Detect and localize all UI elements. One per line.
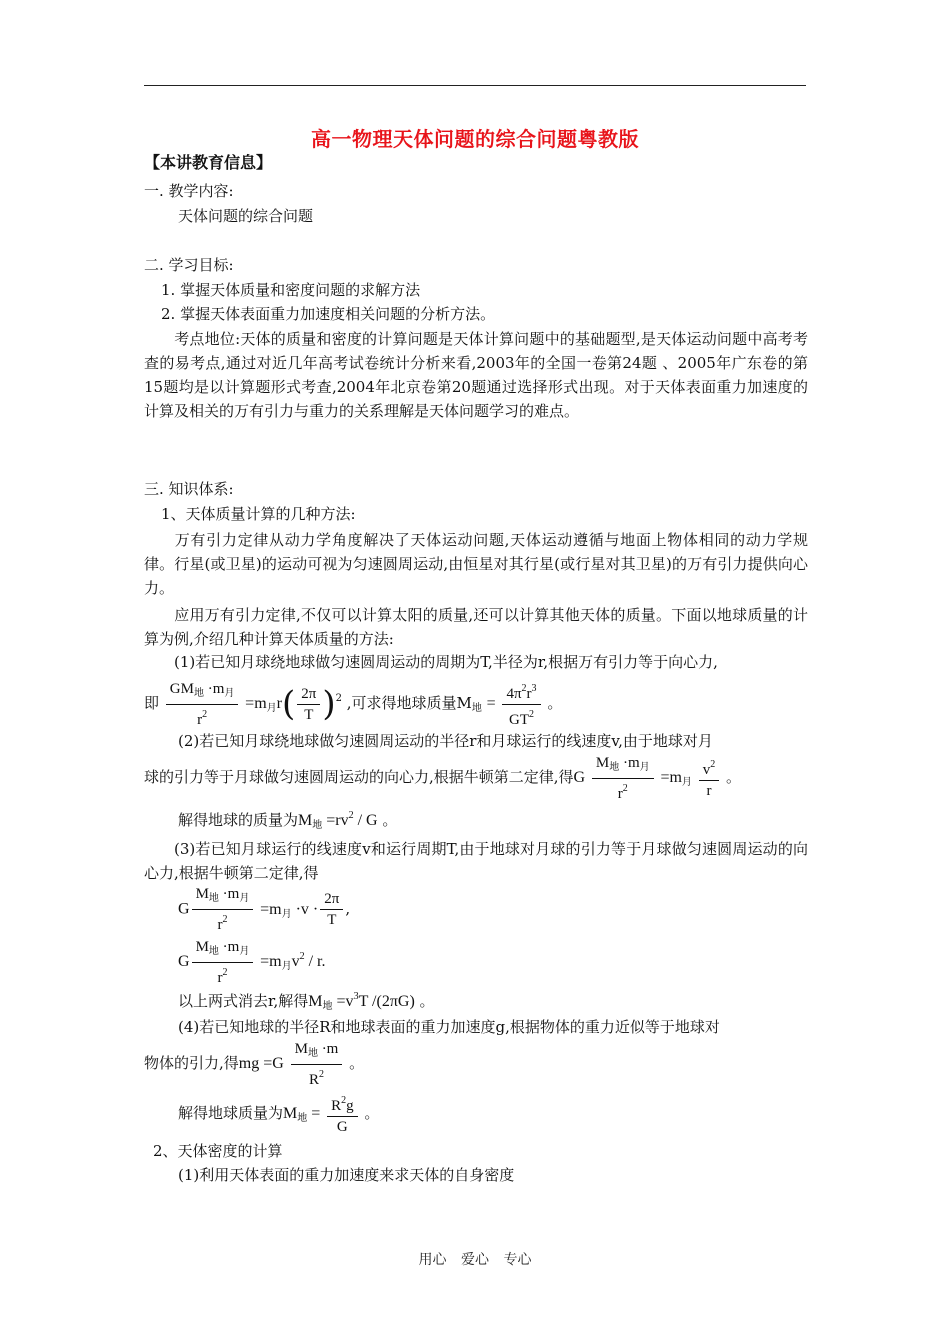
method-3-formula-b: G $\frac{M_地 \cdot m_月}{r^2}$ $=m_月v^2 / r$. — [178, 938, 326, 986]
method-1-text: (1)若已知月球绕地球做匀速圆周运动的周期为T,半径为r,根据万有引力等于向心力, — [174, 653, 718, 671]
s1-heading: 一. 教学内容: — [144, 182, 234, 200]
method-1-formula: 即 $\frac{GM_地 \cdot m_月}{r^2}$ $=m_月r$( $\frac{2\pi}{T}$ )$^2$ ,可求得地球质量$M_地$ = $\frac{4\pi^2r^3}{GT^2}$ 。 — [144, 680, 563, 728]
m4-frac-gravity: $\frac{M_地 \cdot m}{R^2}$ — [291, 1040, 343, 1089]
m2-line2: 球的引力等于月球做匀速圆周运动的向心力,根据牛顿第二定律,得 — [144, 768, 574, 786]
method-2-text: (2)若已知月球绕地球做匀速圆周运动的半径r和月球运行的线速度v,由于地球对月 — [178, 732, 713, 750]
m1-frac-omega: $\frac{2\pi}{T}$ — [297, 685, 320, 724]
m1-mid-text: ,可求得地球质量M — [346, 694, 472, 712]
method-2-formula: 球的引力等于月球做匀速圆周运动的向心力,根据牛顿第二定律,得G $\frac{M_地 \cdot m_月}{r^2}$ $=m_月$ $\frac{v^2}{r}$ 。 — [144, 754, 741, 802]
p1-paragraph — [144, 528, 808, 600]
page-title: 高一物理天体问题的综合问题粤教版 — [311, 127, 639, 151]
s2-heading: 二. 学习目标: — [144, 256, 234, 274]
s2-item-2: 2. 掌握天体表面重力加速度相关问题的分析方法。 — [161, 305, 496, 323]
p2-paragraph — [144, 603, 808, 651]
m2-frac-centripetal: $\frac{v^2}{r}$ — [699, 756, 720, 800]
m1-prefix: 即 — [144, 694, 160, 712]
header-rule — [144, 85, 806, 86]
p1-text: 万有引力定律从动力学角度解决了天体运动问题,天体运动遵循与地面上物体相同的动力学规律。行星(或卫星)的运动可视为匀速圆周运动,由恒星对其行星(或行星对其卫星)的万有引力提供向心力。 — [144, 531, 808, 597]
method-3-result: 以上两式消去r,解得$M_地 =v^3T$ /(2πG) 。 — [178, 991, 435, 1012]
m1-frac-result: $\frac{4\pi^2r^3}{GT^2}$ — [502, 680, 540, 729]
exam-point-paragraph — [144, 327, 808, 423]
method-4-result: 解得地球质量为$M_地$ = $\frac{R^2g}{G}$ 。 — [178, 1090, 379, 1142]
m2-frac-gravity: $\frac{M_地 \cdot m_月}{r^2}$ — [592, 754, 654, 803]
s1-content: 天体问题的综合问题 — [178, 207, 314, 225]
method-3-paragraph — [144, 837, 808, 885]
m3a-frac-gravity: $\frac{M_地 \cdot m_月}{r^2}$ — [192, 885, 254, 934]
s3-sub2-item1: (1)利用天体表面的重力加速度来求天体的自身密度 — [178, 1166, 515, 1184]
m3b-frac-gravity: $\frac{M_地 \cdot m_月}{r^2}$ — [192, 938, 254, 987]
s3-sub1: 1、天体质量计算的几种方法: — [161, 505, 356, 523]
m2-result-text: 解得地球的质量为 — [178, 811, 299, 829]
exam-point-text: 考点地位:天体的质量和密度的计算问题是天体计算问题中的基础题型,是天体运动问题中高考考查的易考点,通过对近几年高考试卷统计分析来看,2003年的全国一卷第24题 、2005年广东卷的第15题均是以计算题形式考查,2004年北京卷第20题通过选择形式出现。对于天体表面重力加速度的计算及相关的万有引力与重力的关系理解是天体问题学习的难点。 — [144, 330, 808, 420]
method-2-result: 解得地球的质量为$M_地 =rv^2 / G$ 。 — [178, 810, 398, 831]
method-3-formula-a: G $\frac{M_地 \cdot m_月}{r^2}$ $=m_月 \cdot v$ · $\frac{2\pi}{T}$ , — [178, 886, 351, 933]
method-4-text: (4)若已知地球的半径R和地球表面的重力加速度g,根据物体的重力近似等于地球对 — [178, 1018, 720, 1036]
m3-result-text: 以上两式消去r,解得 — [178, 992, 309, 1010]
s3-sub2: 2、天体密度的计算 — [153, 1142, 283, 1160]
m4-result-text: 解得地球质量为 — [178, 1104, 284, 1122]
m3-text: (3)若已知月球运行的线速度v和运行周期T,由于地球对月球的引力等于月球做匀速圆周运动的向心力,根据牛顿第二定律,得 — [144, 840, 808, 882]
m3a-frac-omega: $\frac{2\pi}{T}$ — [320, 890, 343, 929]
page-footer: 用心 爱心 专心 — [418, 1252, 532, 1268]
m4-frac-result: $\frac{R^2g}{G}$ — [327, 1092, 358, 1136]
m1-frac-gravity: $\frac{GM_地 \cdot m_月}{r^2}$ — [166, 680, 239, 729]
p2-text: 应用万有引力定律,不仅可以计算太阳的质量,还可以计算其他天体的质量。下面以地球质量的计算为例,介绍几种计算天体质量的方法: — [144, 606, 808, 648]
method-4-formula: 物体的引力,得mg =G $\frac{M_地 \cdot m}{R^2}$ 。 — [144, 1040, 365, 1088]
m4-line2: 物体的引力,得 — [144, 1054, 239, 1072]
s2-item-1: 1. 掌握天体质量和密度问题的求解方法 — [161, 281, 421, 299]
section-header: 【本讲教育信息】 — [144, 153, 273, 172]
s3-heading: 三. 知识体系: — [144, 480, 234, 498]
